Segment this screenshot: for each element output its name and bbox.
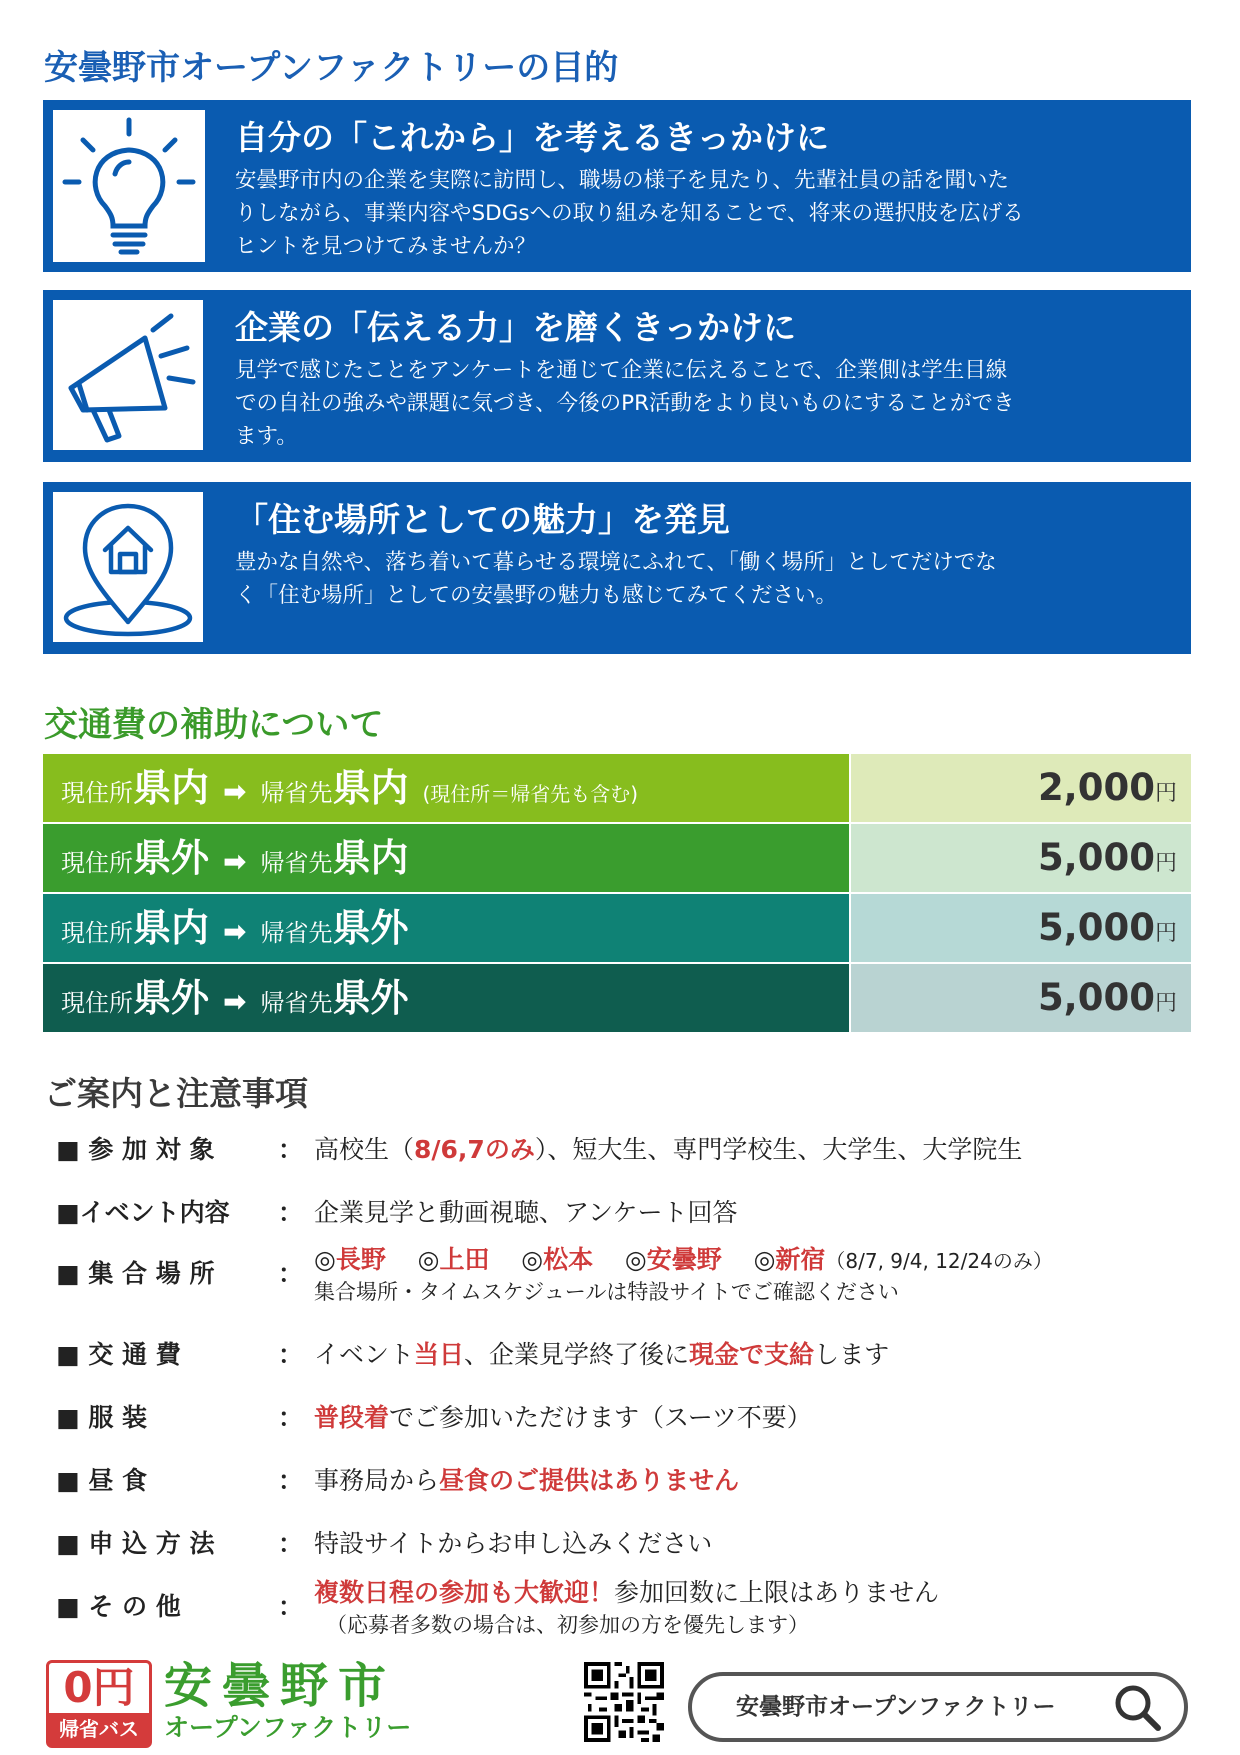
purpose-body-1: 安曇野市内の企業を実際に訪問し、職場の様子を見たり、先輩社員の話を聞いた りしながら、事業内容やSDGsへの取り組みを知ることで、将来の選択肢を広げる ヒントを見つけてみませんか？ <box>235 168 1024 259</box>
fare-amount: 5,000円 <box>851 964 1191 1032</box>
fare-row <box>43 824 1191 892</box>
purpose-card-2 <box>43 290 1191 462</box>
arrow-right-icon: ➡ <box>223 845 247 878</box>
fare-route-label: 現住所県外 ➡ 帰省先県外 <box>43 964 849 1032</box>
fare-route-label: 現住所県内 ➡ 帰省先県外 <box>43 894 849 962</box>
qr-code[interactable] <box>584 1662 664 1742</box>
purpose-section-title: 安曇野市オープンファクトリーの目的 <box>44 48 619 88</box>
purpose-body-3: 豊かな自然や、落ち着いて暮らせる環境にふれて、「働く場所」としてだけでな く「住む場所」としての安曇野の魅力も感じてみてください。 <box>235 550 997 608</box>
purpose-title-1: 自分の「これから」を考えるきっかけに <box>235 118 829 157</box>
fare-section-title: 交通費の補助について <box>44 705 384 745</box>
megaphone-icon <box>53 300 203 450</box>
fare-route-label: 現住所県外 ➡ 帰省先県内 <box>43 824 849 892</box>
zero-yen-bus-badge: 0円 帰省バス <box>46 1660 152 1748</box>
arrow-right-icon: ➡ <box>223 915 247 948</box>
purpose-title-3: 「住む場所としての魅力」を発見 <box>235 500 730 539</box>
arrow-right-icon: ➡ <box>223 985 247 1018</box>
purpose-title-2: 企業の「伝える力」を磨くきっかけに <box>235 308 796 347</box>
search-box-text: 安曇野市オープンファクトリー <box>736 1694 1056 1720</box>
site-logo: 安曇野市 オープンファクトリー <box>164 1658 412 1742</box>
purpose-card-1 <box>43 100 1191 272</box>
arrow-right-icon: ➡ <box>223 775 247 808</box>
notes-section-title: ご案内と注意事項 <box>44 1074 308 1113</box>
fare-amount: 5,000円 <box>851 824 1191 892</box>
fare-row <box>43 754 1191 822</box>
fare-row <box>43 964 1191 1032</box>
home-pin-icon <box>53 492 203 642</box>
lightbulb-icon <box>53 110 205 262</box>
site-search-box[interactable] <box>688 1672 1188 1742</box>
fare-amount: 2,000円 <box>851 754 1191 822</box>
fare-amount: 5,000円 <box>851 894 1191 962</box>
purpose-body-2: 見学で感じたことをアンケートを通じて企業に伝えることで、企業側は学生目線 での自社の強みや課題に気づき、今後のPR活動をより良いものにすることができ ます。 <box>235 358 1015 449</box>
purpose-card-3 <box>43 482 1191 654</box>
fare-row <box>43 894 1191 962</box>
search-icon[interactable] <box>1112 1682 1162 1732</box>
fare-route-label: 現住所県内 ➡ 帰省先県内 (現住所＝帰省先も含む) <box>43 754 849 822</box>
